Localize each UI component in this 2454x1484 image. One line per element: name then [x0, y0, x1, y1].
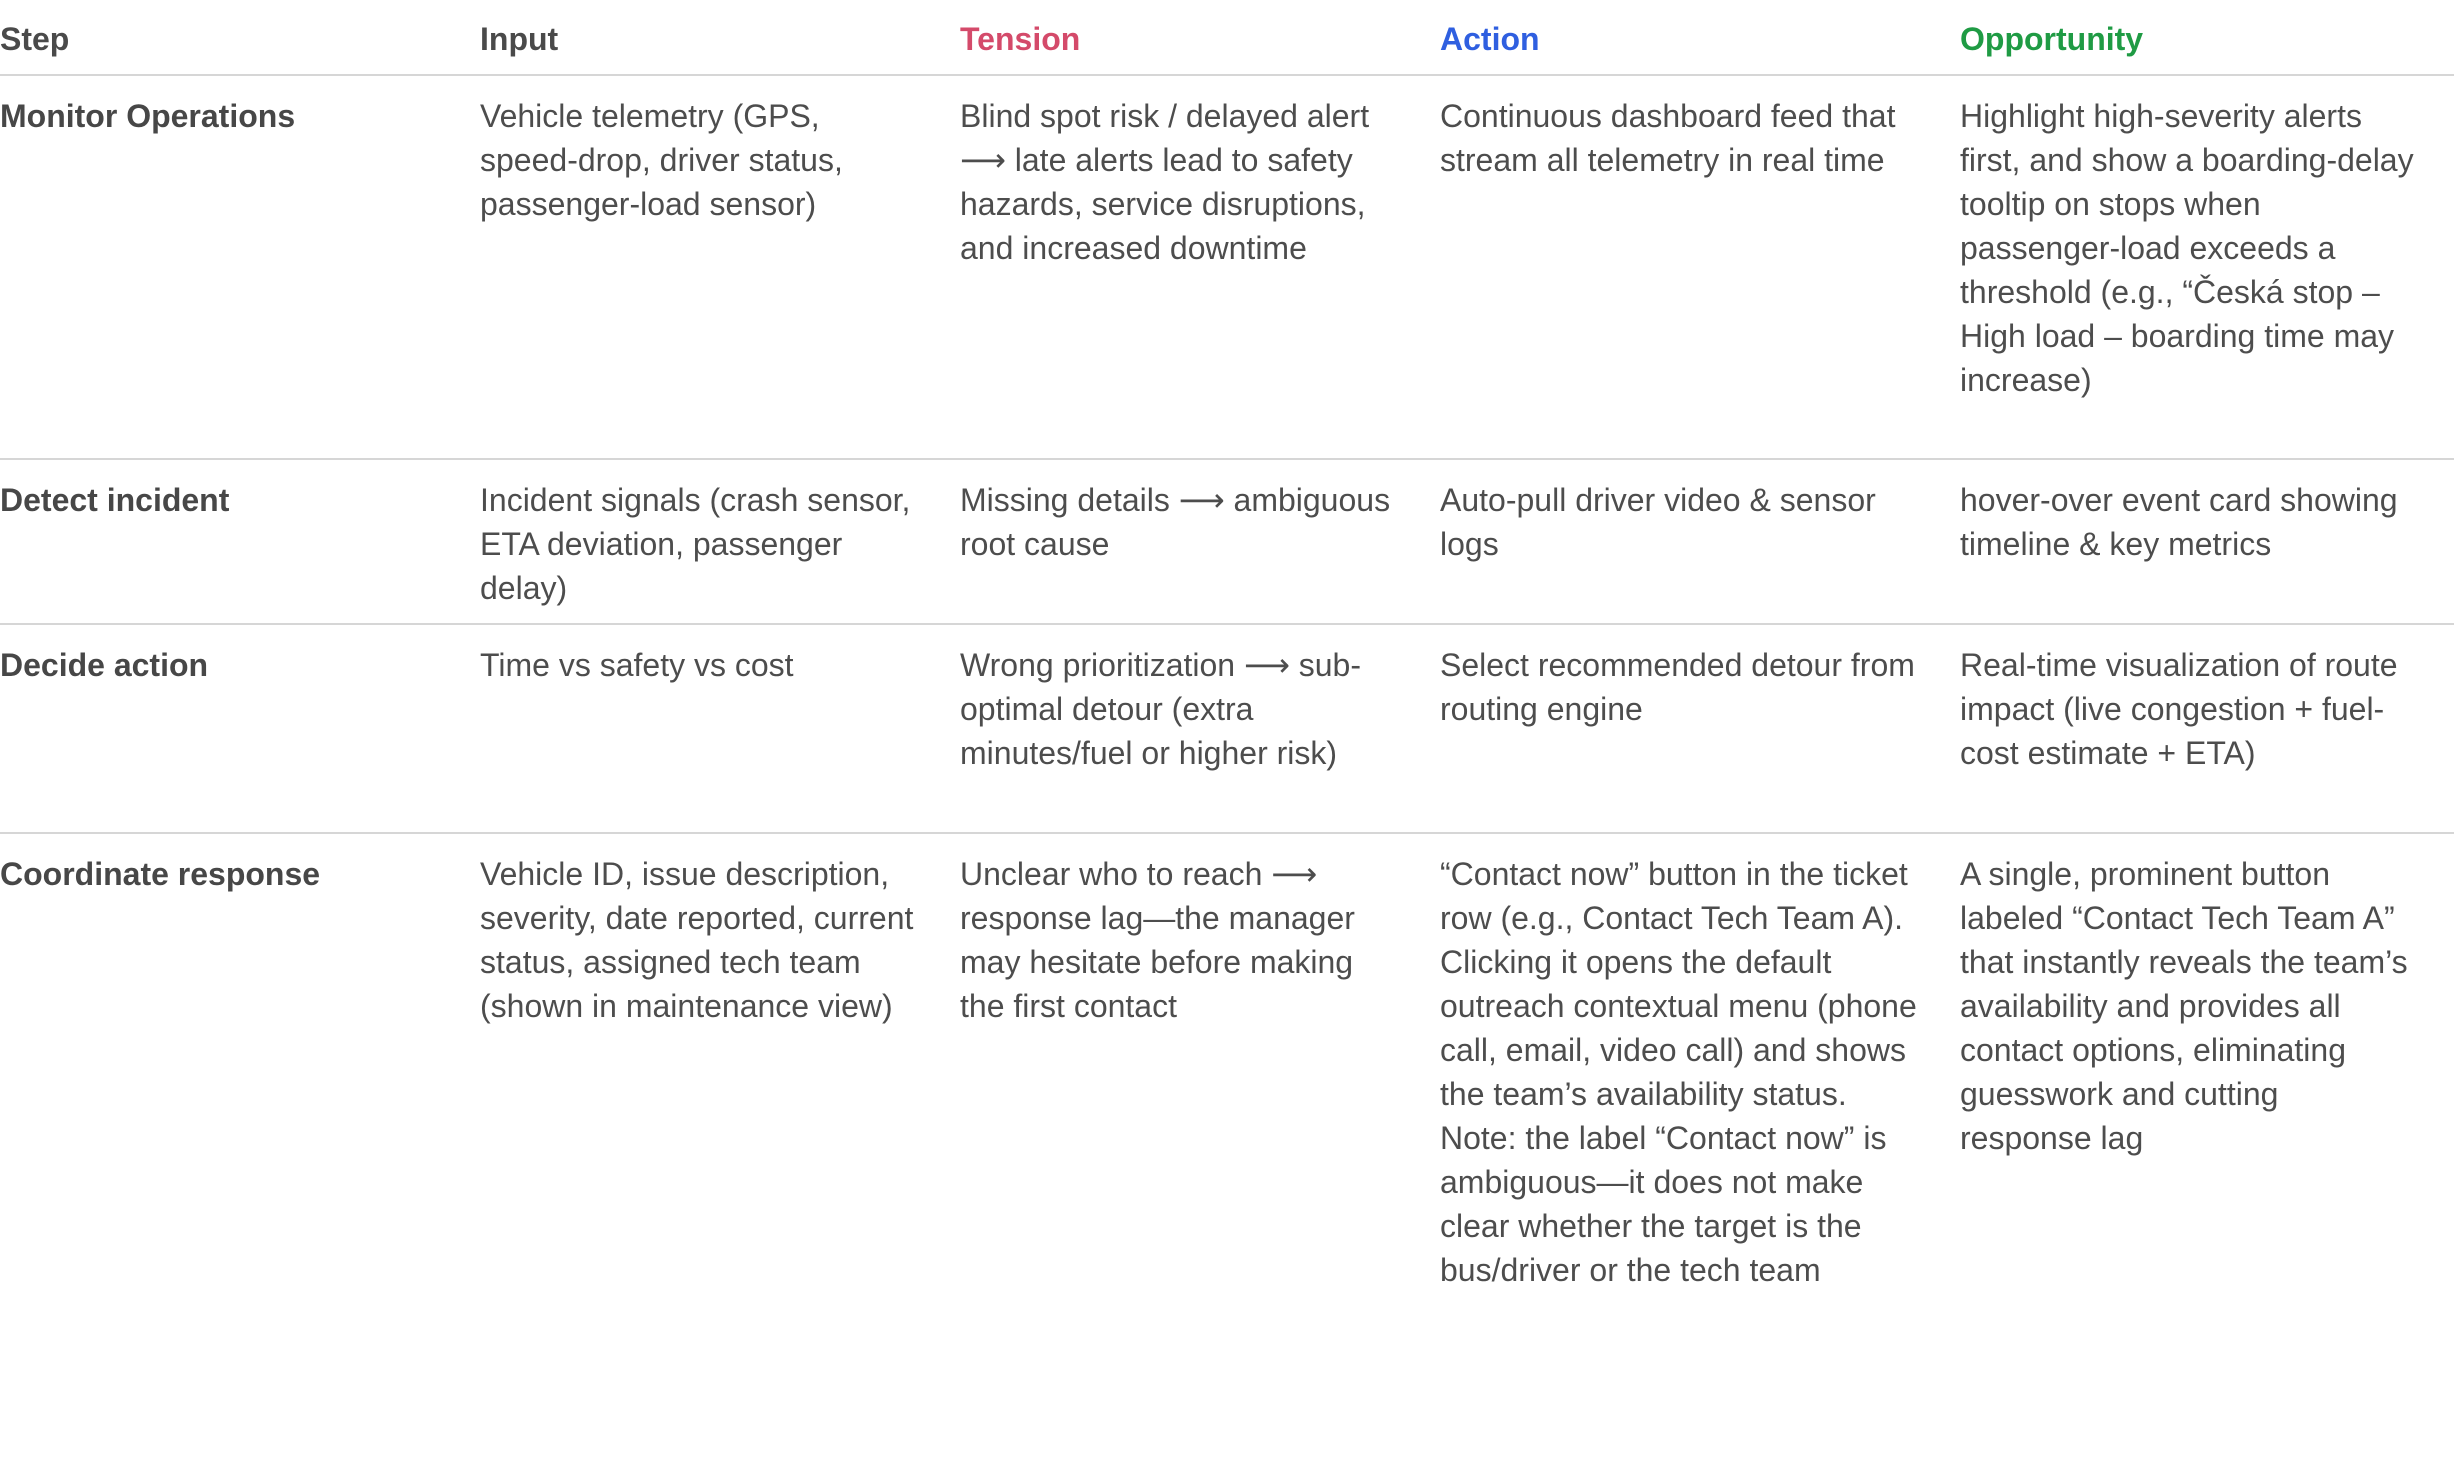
step-cell: Decide action: [0, 647, 209, 683]
column-header-opportunity: Opportunity: [1960, 21, 2144, 57]
opportunity-cell: Highlight high-severity alerts first, and show a boarding-delay tooltip on stops when passenger-load exceeds a threshold (e.g., “Česká stop – High load – boarding time may increase): [1960, 98, 2414, 398]
column-header-step: Step: [0, 21, 70, 57]
tension-cell: Wrong prioritization ⟶ sub-optimal detour (extra minutes/fuel or higher risk): [960, 647, 1361, 771]
tension-cell: Missing details ⟶ ambiguous root cause: [960, 482, 1391, 562]
table-row-coordinate-response: [0, 834, 2454, 1484]
opportunity-cell: hover-over event card showing timeline & key metrics: [1960, 482, 2398, 562]
action-cell: Select recommended detour from routing engine: [1440, 647, 1915, 727]
table-row-decide-action: [0, 625, 2454, 834]
table-row-detect-incident: [0, 460, 2454, 625]
table-header-row: [0, 0, 2454, 76]
table-row-monitor-operations: [0, 76, 2454, 460]
column-header-tension: Tension: [960, 21, 1081, 57]
column-header-action: Action: [1440, 21, 1540, 57]
step-cell: Detect incident: [0, 482, 230, 518]
action-cell: “Contact now” button in the ticket row (e.g., Contact Tech Team A). Clicking it opens the default outreach contextual menu (phone call, email, video call) and shows the team’s availability status. Note: the label “Contact now” is ambiguous—it does not make clear whether the target is the bus/driver or the tech team: [1440, 856, 1917, 1288]
input-cell: Vehicle telemetry (GPS, speed-drop, driver status, passenger-load sensor): [480, 98, 843, 222]
tension-cell: Blind spot risk / delayed alert ⟶ late alerts lead to safety hazards, service disruptions, and increased downtime: [960, 98, 1370, 266]
action-cell: Auto-pull driver video & sensor logs: [1440, 482, 1876, 562]
column-header-input: Input: [480, 21, 559, 57]
input-cell: Time vs safety vs cost: [480, 647, 794, 683]
input-cell: Incident signals (crash sensor, ETA deviation, passenger delay): [480, 482, 911, 606]
input-cell: Vehicle ID, issue description, severity, date reported, current status, assigned tech team (shown in maintenance view): [480, 856, 914, 1024]
tension-cell: Unclear who to reach ⟶ response lag—the manager may hesitate before making the first contact: [960, 856, 1355, 1024]
opportunity-cell: Real-time visualization of route impact (live congestion + fuel-cost estimate + ETA): [1960, 647, 2398, 771]
step-cell: Monitor Operations: [0, 98, 296, 134]
opportunity-cell: A single, prominent button labeled “Contact Tech Team A” that instantly reveals the team’s availability and provides all contact options, eliminating guesswork and cutting response lag: [1960, 856, 2408, 1156]
step-cell: Coordinate response: [0, 856, 321, 892]
action-cell: Continuous dashboard feed that stream all telemetry in real time: [1440, 98, 1896, 178]
